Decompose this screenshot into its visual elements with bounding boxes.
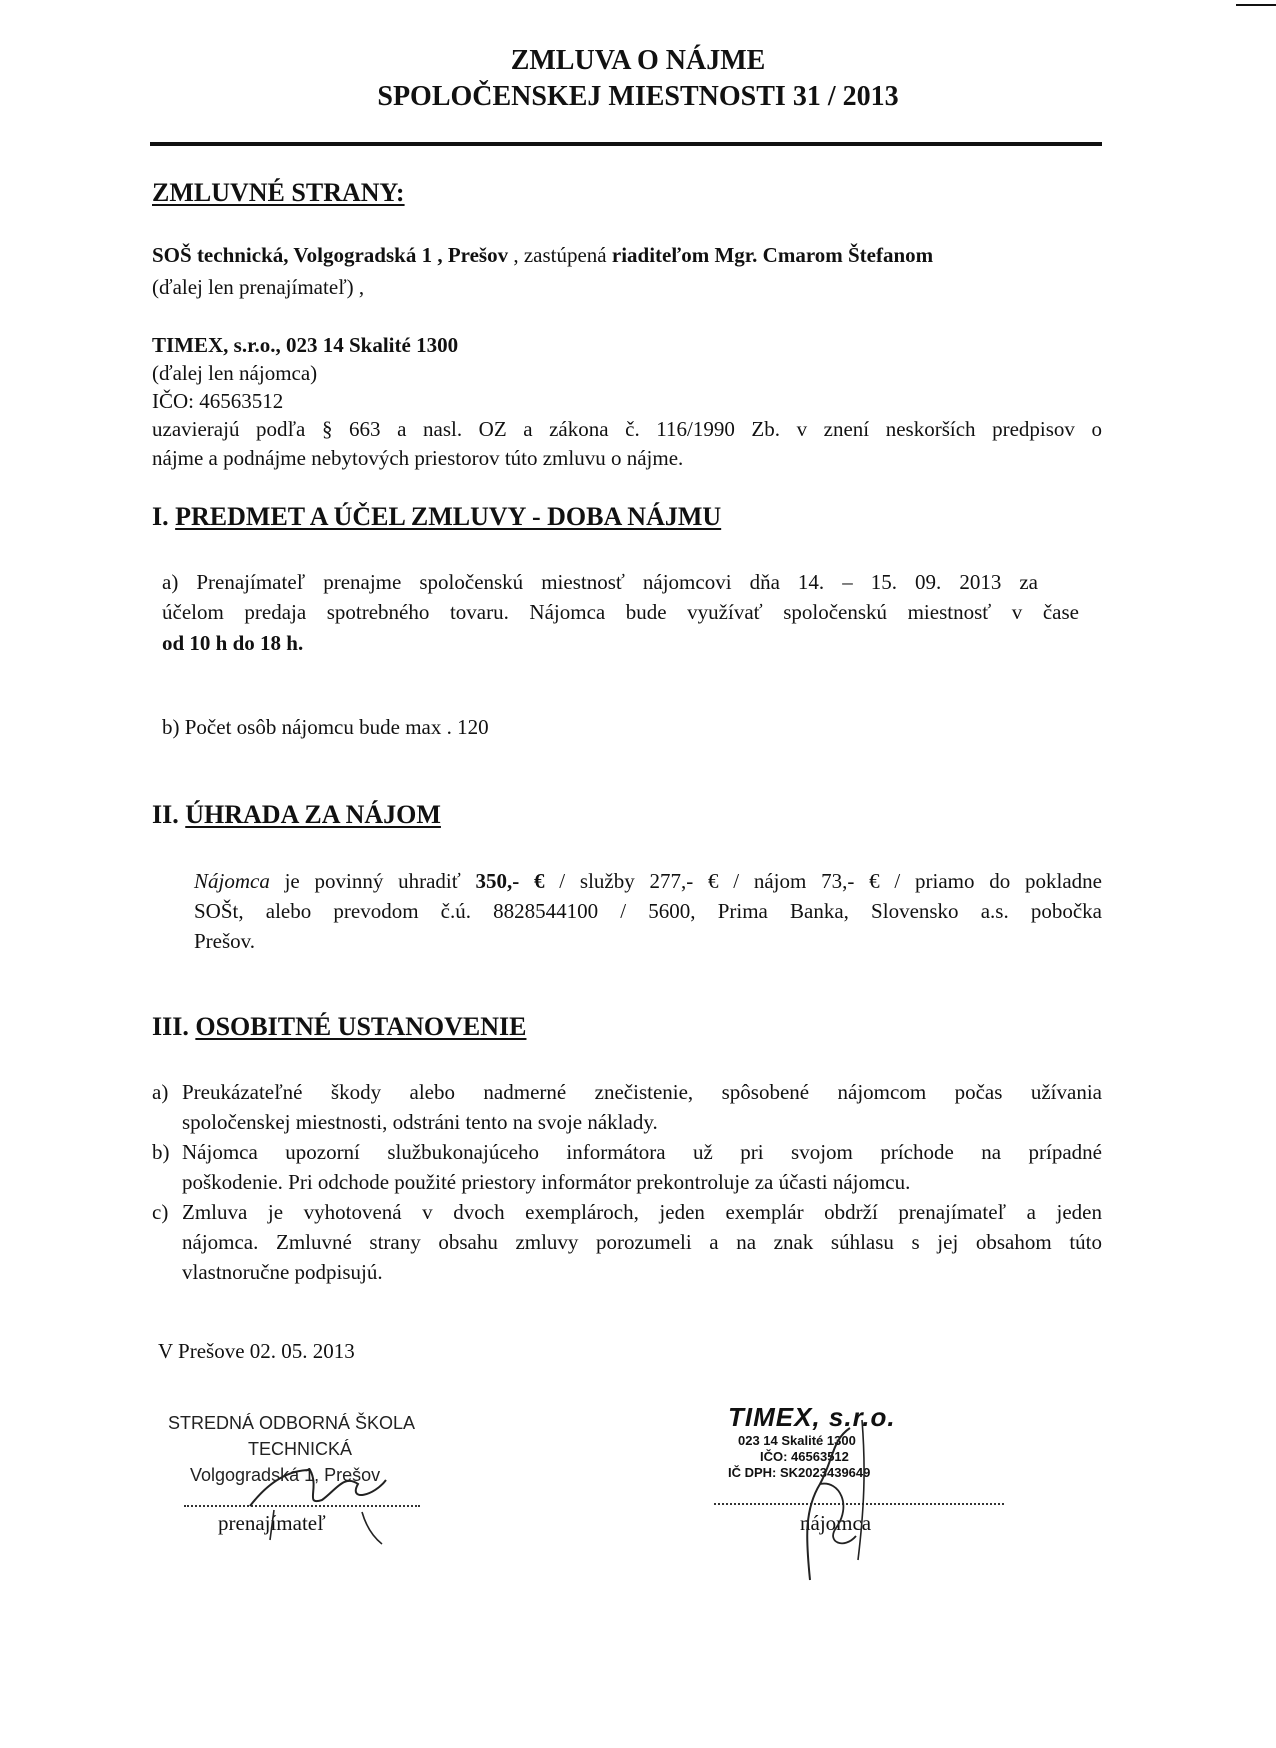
stamp-line: STREDNÁ ODBORNÁ ŠKOLA — [168, 1413, 416, 1433]
section2-pay-details: / služby 277,- € / nájom 73,- € / priamo do pokladne — [544, 869, 1102, 893]
stamp-line: 023 14 Skalité 1300 — [738, 1433, 856, 1448]
section3-heading — [152, 1012, 526, 1042]
section3-title: OSOBITNÉ USTANOVENIE — [195, 1012, 527, 1041]
section2-line1 — [194, 866, 1102, 896]
title-divider — [150, 142, 1102, 146]
section1-heading — [152, 502, 721, 532]
landlord-representative: riaditeľom Mgr. Cmarom Štefanom — [611, 243, 934, 267]
parties-heading: ZMLUVNÉ STRANY: — [152, 178, 405, 207]
section2-pay-text: je povinný uhradiť — [269, 869, 476, 893]
document-title: ZMLUVA O NÁJME — [510, 45, 766, 76]
landlord-alias: (ďalej len prenajímateľ) , — [152, 275, 365, 299]
provision-marker: c) — [152, 1200, 169, 1224]
landlord-signature — [240, 1440, 440, 1550]
provision-line: nájomca. Zmluvné strany obsahu zmluvy porozumeli a na znak súhlasu s jej obsahom túto — [182, 1230, 1102, 1254]
provision-line: poškodenie. Pri odchode použité priestory informátor prekontroluje za účasti nájomcu. — [182, 1170, 911, 1194]
agreement-text-line2: nájme a podnájme nebytových priestorov túto zmluvu o nájme. — [152, 446, 684, 470]
stamp-line: Volgogradská 1, Prešov — [190, 1465, 381, 1485]
provision-text — [182, 1137, 1102, 1197]
section2-heading — [152, 800, 441, 830]
section2-line3: Prešov. — [194, 929, 256, 953]
agreement-text-line1: uzavierajú podľa § 663 a nasl. OZ a zákona č. 116/1990 Zb. v znení neskorších predpisov o — [152, 417, 1102, 441]
tenant-ico: IČO: 46563512 — [152, 389, 284, 413]
provision-text — [182, 1077, 1102, 1137]
document-subtitle: SPOLOČENSKEJ MIESTNOSTI 31 / 2013 — [377, 81, 899, 112]
section2-subject: Nájomca — [194, 869, 270, 893]
stamp-line: TECHNICKÁ — [248, 1439, 353, 1459]
provision-item-b — [152, 1137, 1104, 1197]
section2-line2: SOŠt, alebo prevodom č.ú. 8828544100 / 5600, Prima Banka, Slovensko a.s. pobočka — [194, 899, 1102, 923]
section2-title: ÚHRADA ZA NÁJOM — [185, 800, 441, 829]
section1-b-line: b) Počet osôb nájomcu bude max . 120 — [162, 715, 489, 739]
section1-a-line2: účelom predaja spotrebného tovaru. Nájomca bude využívať spoločenskú miestnosť v čase — [162, 600, 1079, 624]
tenant-label: nájomca — [800, 1511, 872, 1535]
provision-line: Zmluva je vyhotovená v dvoch exemplároch, jeden exemplár obdrží prenajímateľ a jeden — [182, 1200, 1102, 1224]
landlord-represented: , zastúpená — [508, 243, 612, 267]
landlord-line — [152, 240, 933, 270]
landlord-name: SOŠ technická, Volgogradská 1 , Prešov — [152, 243, 509, 267]
provision-line: Nájomca upozorní službukonajúceho informátora už pri svojom príchode na prípadné — [182, 1140, 1102, 1164]
provision-marker: b) — [152, 1140, 170, 1164]
section1-a-line1: a) Prenajímateľ prenajme spoločenskú miestnosť nájomcovi dňa 14. – 15. 09. 2013 za — [162, 570, 1038, 594]
tenant-alias: (ďalej len nájomca) — [152, 361, 318, 385]
section1-a-line3: od 10 h do 18 h. — [162, 631, 304, 655]
timex-logo: TIMEX, s.r.o. — [728, 1402, 896, 1432]
section1-number: I. — [152, 502, 176, 531]
provision-line: Preukázateľné škody alebo nadmerné znečistenie, spôsobené nájomcom počas užívania — [182, 1080, 1102, 1104]
provision-line: vlastnoručne podpisujú. — [182, 1260, 383, 1284]
stamp-line: IČO: 46563512 — [760, 1449, 849, 1464]
section2-amount: 350,- € — [475, 869, 545, 893]
provision-text — [182, 1197, 1102, 1287]
section2-number: II. — [152, 800, 186, 829]
tenant-signature — [780, 1410, 920, 1590]
section3-number: III. — [152, 1012, 196, 1041]
provision-marker: a) — [152, 1080, 169, 1104]
page-edge-mark — [1236, 4, 1276, 6]
provision-line: spoločenskej miestnosti, odstráni tento na svoje náklady. — [182, 1110, 658, 1134]
provision-item-c — [152, 1197, 1104, 1287]
landlord-label: prenajímateľ — [218, 1511, 326, 1535]
section1-title: PREDMET A ÚČEL ZMLUVY - DOBA NÁJMU — [175, 502, 722, 531]
stamp-line: IČ DPH: SK2023439649 — [728, 1465, 871, 1480]
provision-item-a — [152, 1077, 1104, 1137]
place-and-date: V Prešove 02. 05. 2013 — [158, 1339, 355, 1363]
tenant-name: TIMEX, s.r.o., 023 14 Skalité 1300 — [152, 333, 459, 357]
